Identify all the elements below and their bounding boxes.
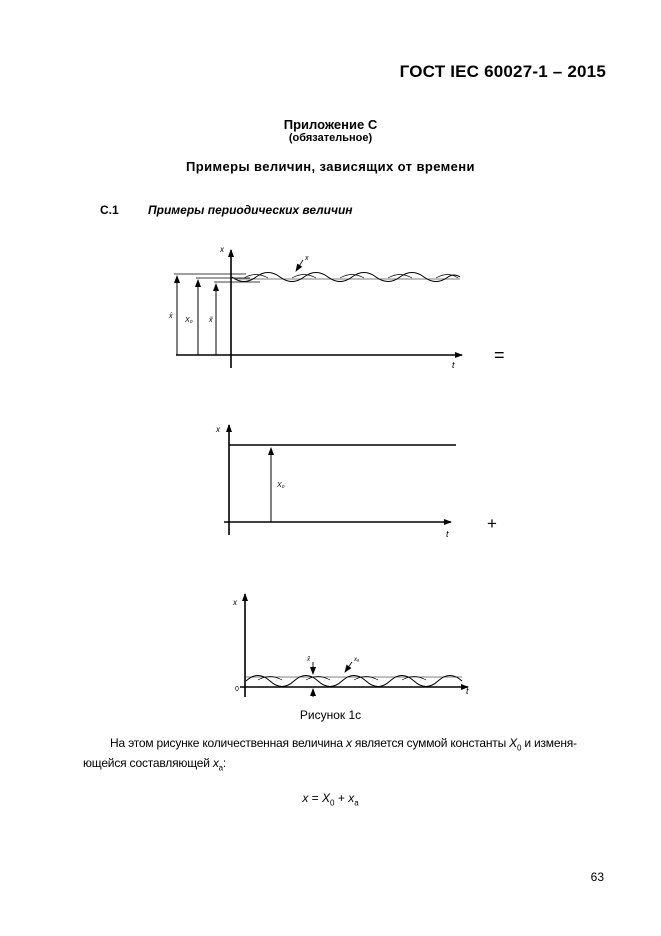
appendix-title: Приложение С: [283, 117, 378, 132]
middle-diagram: [215, 425, 497, 539]
bot-x-label: t: [466, 686, 469, 696]
mid-y-label: x: [216, 425, 220, 434]
bot-amp-label: x̃: [307, 657, 310, 663]
paragraph-line-1: На этом рисунке количественная величина x является суммой константы $X_0$ и изменя-: [110, 736, 577, 753]
bottom-diagram: [232, 594, 469, 697]
mid-x-label: t: [446, 529, 449, 539]
equation: $x = X_0 + x_a$: [302, 791, 359, 808]
page-number: 63: [590, 870, 604, 884]
bot-y-label: x: [233, 598, 237, 607]
peak-label: x̂: [169, 313, 173, 320]
section-number: С.1: [100, 203, 119, 217]
top-x-label: t: [452, 360, 455, 370]
top-curve-label: x: [305, 255, 309, 262]
equals-operator: =: [494, 345, 505, 365]
mean-label: X₀: [185, 317, 193, 324]
figure-caption: Рисунок 1с: [299, 708, 362, 722]
paragraph-line-2: ющейся составляющей $x_a$:: [83, 756, 227, 773]
appendix-subtitle: (обязательное): [288, 132, 373, 144]
plus-operator: +: [487, 514, 497, 533]
bot-curve-label: xₐ: [354, 657, 360, 663]
standard-designation: ГОСТ IEC 60027-1 – 2015: [399, 62, 606, 81]
amp-label: x̃: [209, 317, 213, 324]
section-title: Примеры периодических величин: [148, 203, 353, 217]
constant-label: X₀: [277, 482, 285, 489]
top-y-label: x: [220, 245, 224, 254]
top-diagram: [168, 245, 505, 370]
page-title: Примеры величин, зависящих от времени: [186, 159, 475, 174]
bot-origin-label: 0: [235, 686, 239, 693]
